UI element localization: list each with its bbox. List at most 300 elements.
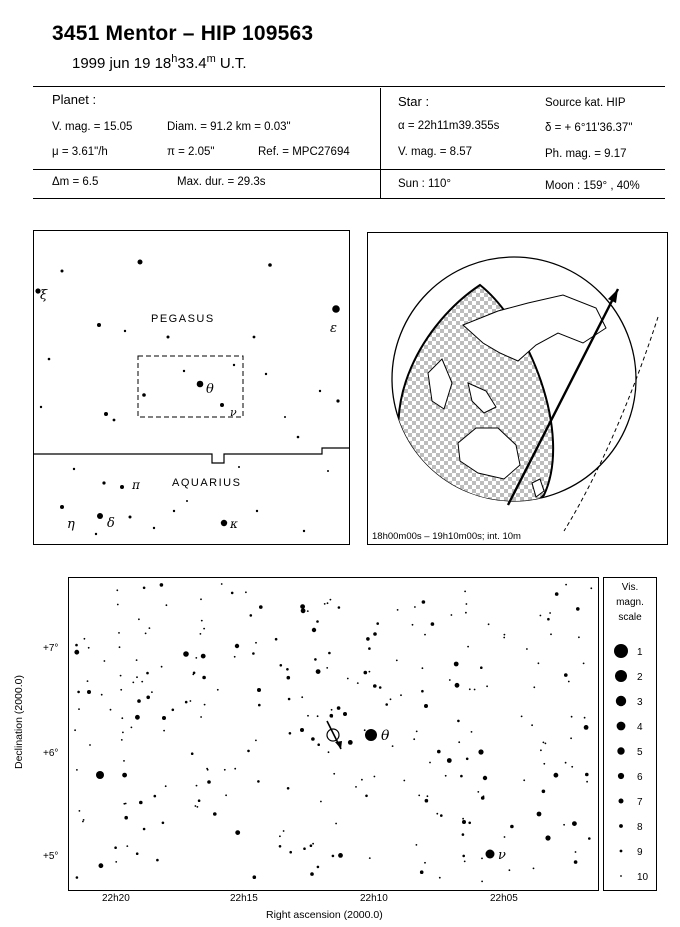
finder-star	[156, 859, 159, 862]
finder-star	[392, 745, 394, 747]
finder-star	[571, 766, 573, 768]
finder-star	[436, 813, 438, 815]
finder-star	[120, 689, 122, 691]
finder-star	[283, 830, 285, 832]
finder-star	[76, 769, 78, 771]
scale-value-1: 1	[637, 647, 643, 658]
scale-dot-2	[615, 670, 627, 682]
scale-dot-1	[614, 644, 628, 658]
y-tick-7: +7°	[43, 643, 59, 654]
finder-bright-star	[207, 780, 211, 784]
map-star	[113, 419, 116, 422]
map-star	[327, 470, 329, 472]
scale-dot-5	[617, 747, 624, 754]
finder-star	[547, 618, 550, 621]
finder-star	[373, 684, 377, 688]
finder-star	[439, 877, 441, 879]
map-star	[265, 373, 267, 375]
finder-star	[330, 599, 332, 601]
pegasus-label: PEGASUS	[151, 313, 215, 325]
map-star	[129, 516, 132, 519]
finder-star	[413, 738, 415, 740]
finder-star	[416, 844, 418, 846]
finder-star	[468, 822, 471, 825]
finder-star	[540, 615, 542, 617]
star-vmag: V. mag. = 8.57	[398, 146, 473, 158]
finder-star	[337, 706, 341, 710]
finder-star	[252, 652, 255, 655]
finder-bright-star	[483, 776, 487, 780]
finder-star	[139, 801, 143, 805]
finder-star	[131, 727, 133, 729]
finder-star	[125, 803, 127, 805]
header-rule-bottom	[33, 198, 665, 199]
finder-star	[568, 681, 570, 683]
finder-star	[474, 689, 476, 691]
scale-title-line1: Vis.	[621, 582, 639, 593]
finder-star	[533, 868, 535, 870]
finder-star	[467, 646, 469, 648]
finder-star	[390, 698, 392, 700]
finder-star	[454, 662, 459, 667]
map-star	[220, 403, 224, 407]
finder-star	[369, 671, 371, 673]
finder-star	[255, 642, 257, 644]
map-star	[95, 533, 97, 535]
finder-star	[457, 720, 460, 723]
map-star	[303, 530, 305, 532]
finder-star	[160, 583, 164, 587]
finder-star	[416, 731, 418, 733]
finder-star	[464, 591, 466, 593]
map-star	[97, 323, 101, 327]
finder-star	[146, 696, 150, 700]
scale-value-4: 4	[637, 722, 643, 733]
finder-star	[307, 610, 309, 612]
finder-star	[197, 806, 199, 808]
finder-star	[422, 600, 426, 604]
finder-star	[234, 768, 236, 770]
finder-star	[122, 773, 127, 778]
bright-star-left	[96, 771, 104, 779]
header-rule-top	[33, 86, 665, 87]
magnitude-drop: Δm = 6.5	[52, 176, 99, 188]
finder-star	[279, 845, 282, 848]
finder-star	[471, 731, 473, 733]
map-star	[221, 520, 227, 526]
finder-star	[301, 696, 303, 698]
finder-star	[149, 627, 151, 629]
finder-star	[488, 623, 490, 625]
y-tick-6: +6°	[43, 748, 59, 759]
finder-star	[549, 612, 551, 614]
finder-star	[361, 779, 363, 781]
finder-star	[338, 606, 341, 609]
finder-star	[575, 851, 577, 853]
star-nu	[486, 850, 495, 859]
finder-star	[99, 863, 104, 868]
finder-star	[420, 870, 424, 874]
star-label-xi: ξ	[40, 288, 48, 303]
finder-star	[165, 785, 167, 787]
finder-star	[101, 694, 103, 696]
finder-star	[586, 781, 588, 783]
x-tick-2220: 22h20	[102, 893, 130, 904]
finder-star	[84, 638, 86, 640]
finder-star	[132, 682, 134, 684]
finder-star	[324, 603, 326, 605]
scale-dot-6	[618, 773, 624, 779]
finder-star	[486, 685, 488, 687]
finder-star	[116, 589, 118, 591]
date-text: 1999 jun 19 18	[72, 55, 172, 72]
finder-star	[146, 672, 149, 675]
star-declination: δ = + 6°11'36.37"	[545, 122, 633, 134]
finder-star	[185, 701, 188, 704]
finder-star	[445, 775, 447, 777]
scale-svg	[604, 578, 656, 890]
finder-star	[565, 584, 567, 586]
page-title: 3451 Mentor – HIP 109563	[52, 22, 314, 45]
finder-star	[509, 869, 511, 871]
finder-star	[554, 773, 559, 778]
finder-star	[172, 709, 175, 712]
finder-star	[121, 739, 123, 741]
finder-star	[224, 769, 226, 771]
finder-star	[83, 819, 85, 821]
finder-star	[88, 647, 90, 649]
finder-star	[161, 666, 163, 668]
finder-star	[279, 835, 281, 837]
finder-star	[543, 742, 545, 744]
x-tick-2210: 22h10	[360, 893, 388, 904]
finder-star	[122, 732, 124, 734]
finder-star	[200, 716, 202, 718]
finder-star	[564, 673, 568, 677]
finder-star	[250, 614, 253, 617]
finder-star	[280, 664, 283, 667]
finder-star	[314, 658, 317, 661]
finder-star	[154, 795, 157, 798]
finder-star	[469, 688, 471, 690]
map-star	[319, 390, 321, 392]
finder-star	[414, 606, 416, 608]
finder-bright-star	[300, 728, 304, 732]
finder-star	[77, 691, 80, 694]
event-datetime	[72, 53, 247, 72]
asteroid-position	[327, 729, 339, 741]
scale-value-6: 6	[637, 772, 643, 783]
finder-star	[379, 686, 382, 689]
finder-star	[141, 681, 143, 683]
finder-star	[110, 709, 112, 711]
finder-star	[217, 689, 219, 691]
finder-field-outline	[138, 356, 243, 417]
star-label-pi: π	[132, 478, 140, 492]
finder-star	[431, 622, 435, 626]
finder-star	[437, 750, 441, 754]
finder-star	[583, 663, 585, 665]
finder-star	[366, 637, 370, 641]
finder-star	[348, 740, 353, 745]
finder-star	[201, 620, 203, 622]
finder-star	[198, 799, 201, 802]
finder-star	[124, 816, 128, 820]
header-rule-middle	[33, 169, 665, 170]
finder-star	[162, 822, 165, 825]
minute-value: 33.4	[177, 55, 207, 72]
finder-star	[533, 686, 535, 688]
x-tick-2205: 22h05	[490, 893, 518, 904]
finder-star	[504, 836, 506, 838]
finder-star	[255, 740, 257, 742]
finder-star	[79, 810, 81, 812]
map-star	[97, 513, 103, 519]
star-source-catalog: Source kat. HIP	[545, 97, 626, 109]
star-label-eta: η	[67, 517, 75, 532]
finder-star	[87, 680, 89, 682]
finder-star	[425, 799, 429, 803]
finder-star	[331, 709, 333, 711]
finder-star	[114, 846, 117, 849]
finder-star	[576, 607, 580, 611]
finder-star	[542, 790, 546, 794]
finder-bright-star	[537, 812, 542, 817]
label-theta: θ	[381, 728, 390, 744]
time-suffix: U.T.	[215, 55, 247, 72]
finder-star	[317, 743, 320, 746]
finder-star	[201, 654, 206, 659]
finder-star	[338, 853, 343, 858]
finder-star	[225, 794, 227, 796]
finder-star	[74, 650, 79, 655]
scale-value-3: 3	[637, 697, 643, 708]
scale-dot-9	[620, 850, 623, 853]
finder-star	[221, 583, 223, 585]
finder-star	[333, 773, 335, 775]
scale-dot-4	[617, 722, 626, 731]
finder-star	[145, 633, 147, 635]
map-star	[253, 336, 256, 339]
planet-vmag: V. mag. = 15.05	[52, 121, 133, 133]
finder-star	[584, 725, 589, 730]
finder-star	[121, 717, 123, 719]
globe-time-caption: 18h00m00s – 19h10m00s; int. 10m	[372, 531, 521, 542]
star-right-ascension: α = 22h11m39.355s	[398, 120, 500, 132]
finder-star	[368, 647, 371, 650]
finder-star	[253, 875, 257, 879]
moon-info: Moon : 159° , 40%	[545, 180, 640, 192]
finder-star	[571, 716, 573, 718]
finder-star	[136, 676, 138, 678]
finder-star	[364, 671, 368, 675]
globe-panel	[367, 232, 668, 545]
finder-star	[289, 732, 292, 735]
finder-star	[462, 818, 464, 820]
finder-star	[424, 634, 426, 636]
finder-star	[78, 708, 80, 710]
scale-dot-8	[619, 824, 623, 828]
finder-bright-star	[235, 644, 239, 648]
finder-star	[412, 624, 414, 626]
planet-heading: Planet :	[52, 92, 97, 107]
finder-bright-star	[87, 690, 91, 694]
map-star	[124, 330, 126, 332]
finder-star	[192, 674, 194, 676]
finder-star	[190, 700, 192, 702]
finder-star	[310, 844, 313, 847]
constellation-stars	[35, 260, 339, 536]
finder-star	[480, 666, 483, 669]
constellation-boundary	[34, 448, 349, 463]
finder-bright-star	[373, 632, 377, 636]
finder-star	[234, 656, 236, 658]
finder-star	[195, 657, 197, 659]
finder-star	[540, 749, 542, 751]
finder-star	[303, 847, 306, 850]
finder-star	[137, 699, 141, 703]
planet-parallax: π = 2.05"	[167, 146, 215, 158]
finder-star	[526, 648, 528, 650]
finder-star	[117, 604, 119, 606]
map-star	[73, 468, 75, 470]
finder-star	[135, 715, 140, 720]
finder-star	[369, 857, 371, 859]
finder-star	[462, 855, 465, 858]
finder-star	[104, 660, 106, 662]
finder-star	[584, 717, 586, 719]
finder-star	[328, 652, 331, 655]
finder-star	[258, 704, 261, 707]
finder-bright-star	[183, 651, 189, 657]
finder-star	[385, 703, 388, 706]
finder-star	[166, 604, 168, 606]
target-star-theta	[365, 729, 377, 741]
constellation-map-svg	[34, 231, 349, 544]
hour-unit: h	[171, 53, 178, 65]
finder-star	[555, 592, 559, 596]
finder-star	[357, 682, 359, 684]
finder-star	[119, 646, 121, 648]
finder-star	[327, 602, 329, 604]
map-star	[297, 436, 300, 439]
finder-star	[275, 638, 278, 641]
finder-star	[447, 758, 452, 763]
finder-bright-star	[545, 835, 550, 840]
scale-value-2: 2	[637, 672, 643, 683]
map-star	[40, 406, 42, 408]
finder-star	[126, 845, 128, 847]
finder-star	[257, 780, 260, 783]
finder-star	[578, 636, 580, 638]
x-axis-label: Right ascension (2000.0)	[266, 909, 383, 921]
finder-star	[365, 795, 368, 798]
star-label-delta: δ	[107, 516, 115, 531]
finder-star	[481, 881, 483, 883]
finder-bright-star	[257, 688, 261, 692]
finder-bright-star	[343, 712, 347, 716]
finder-star	[247, 750, 250, 753]
finder-star	[460, 775, 463, 778]
finder-star	[364, 729, 366, 731]
constellation-map	[33, 230, 350, 545]
finder-star	[481, 796, 485, 800]
finder-star	[376, 622, 379, 625]
finder-star	[424, 862, 426, 864]
finder-star	[316, 669, 321, 674]
finder-bright-star	[312, 628, 316, 632]
star-label-nu: ν	[230, 406, 237, 419]
finder-star	[207, 769, 209, 771]
finder-star	[320, 801, 322, 803]
map-star	[167, 336, 170, 339]
finder-star	[136, 852, 139, 855]
finder-star	[481, 858, 483, 860]
finder-star	[588, 837, 591, 840]
finder-star	[332, 855, 335, 858]
finder-star	[75, 644, 78, 647]
finder-star	[449, 679, 451, 681]
planet-reference: Ref. = MPC27694	[258, 146, 350, 158]
finder-star	[200, 633, 202, 635]
finder-star	[331, 716, 333, 718]
star-heading: Star :	[398, 94, 430, 109]
finder-star	[374, 776, 376, 778]
finder-star	[466, 758, 469, 761]
map-star	[336, 399, 339, 402]
minute-unit: m	[206, 53, 216, 65]
star-label-kappa: κ	[230, 517, 238, 531]
map-star	[268, 263, 272, 267]
finder-star	[143, 587, 146, 590]
finder-chart	[68, 577, 599, 891]
y-axis-label: Declination (2000.0)	[13, 675, 25, 769]
scale-value-10: 10	[637, 872, 649, 883]
map-star	[102, 481, 105, 484]
finder-star	[531, 724, 533, 726]
map-star	[233, 364, 235, 366]
map-star	[197, 381, 204, 388]
finder-star	[213, 812, 217, 816]
finder-star	[510, 825, 514, 829]
star-label-epsilon: ε	[330, 321, 337, 336]
sun-elongation: Sun : 110°	[398, 178, 451, 190]
finder-star	[572, 821, 577, 826]
finder-star	[326, 667, 328, 669]
finder-star	[347, 678, 349, 680]
planet-motion: μ = 3.61"/h	[52, 146, 108, 158]
scale-dot-10	[620, 875, 622, 877]
map-star	[173, 510, 175, 512]
finder-star	[317, 715, 319, 717]
finder-star	[462, 833, 465, 836]
finder-star	[464, 861, 466, 863]
finder-star	[328, 751, 330, 753]
finder-star	[82, 821, 84, 823]
map-star	[104, 412, 108, 416]
finder-star	[421, 690, 424, 693]
finder-star	[574, 860, 578, 864]
finder-star	[422, 667, 424, 669]
finder-star	[204, 704, 206, 706]
finder-star	[355, 786, 357, 788]
finder-star	[74, 729, 76, 731]
finder-star	[203, 628, 205, 630]
finder-star	[312, 843, 314, 845]
scale-value-7: 7	[637, 797, 643, 808]
finder-star	[477, 791, 479, 793]
finder-star	[316, 620, 319, 623]
